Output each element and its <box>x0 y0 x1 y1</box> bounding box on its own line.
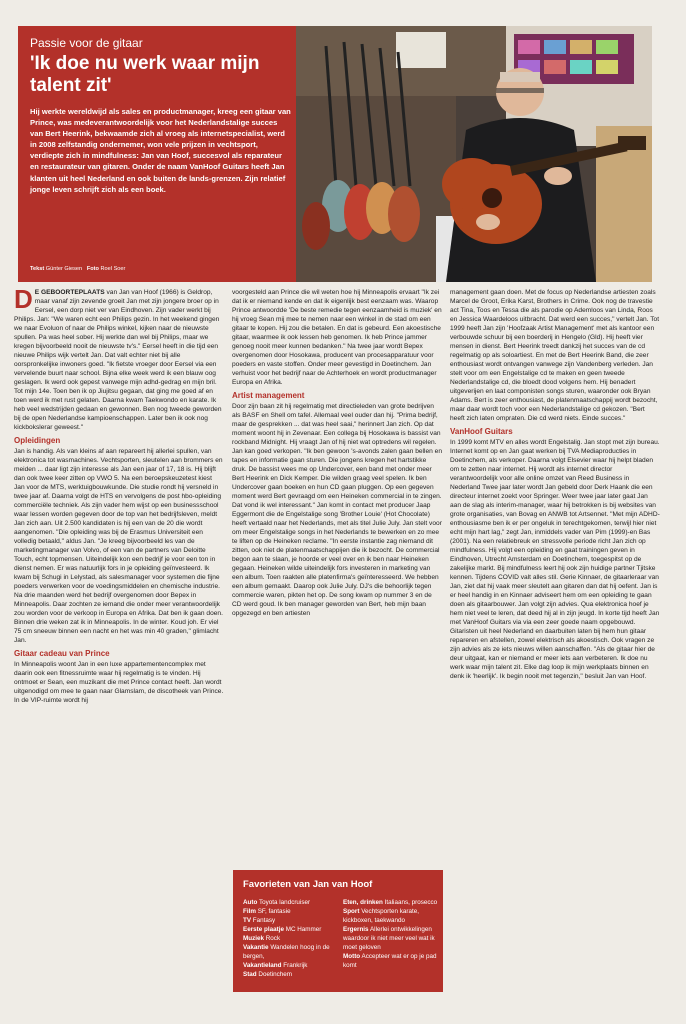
favorites-left-column <box>243 898 341 979</box>
favorite-value: Vechtsporten karate, kickboxen, taekwando <box>343 908 419 924</box>
guitar-workshop-illustration <box>296 26 652 282</box>
favorites-right-column <box>343 898 441 970</box>
credit-photo-name: Roel Soer <box>100 266 126 272</box>
favorite-value: SF, fantasie <box>257 908 291 915</box>
drop-cap: D <box>14 284 33 314</box>
intro-paragraph: Hij werkte wereldwijd als sales en productmanager, kreeg een gitaar van Prince, was medeverantwoordelijk voor het Nederlandstalige succes van Bert Heerink, bekwaamde zich al vroeg als internetspecialist, werd in 2008 zelfstandig ondernemer, won vele prijzen in vechtsport, verdiepte zich in mindfulness: Jan van Hoof, succesvol als reparateur en restaurateur van gitaren. Onder de naam VanHoof Guitars heeft Jan klanten uit heel Nederland en ook buiten de lands-grenzen. Zijn relatief jonge leven schrijft zich als een boek. <box>30 107 291 194</box>
favorite-label: Eten, drinken <box>343 899 383 906</box>
subheading-vanhoof-guitars: VanHoof Guitars <box>450 427 513 436</box>
favorite-label: Muziek <box>243 935 264 942</box>
hero-text-panel <box>18 26 296 282</box>
favorite-value: MC Hammer <box>285 926 322 933</box>
favorite-value: Doetinchem <box>258 971 293 978</box>
hero-banner <box>18 26 652 282</box>
favorite-item <box>343 907 441 925</box>
favorite-label: Vakantie <box>243 944 269 951</box>
favorite-label: TV <box>243 917 252 924</box>
favorite-value: Allerlei ontwikkelingen waardoor ik niet meer veel wat ik moet geloven <box>343 926 435 951</box>
favorite-item <box>243 925 341 934</box>
lead-in: E GEBOORTEPLAATS <box>34 289 105 296</box>
favorite-value: Italiaans, prosecco <box>384 899 438 906</box>
favorite-label: Motto <box>343 953 361 960</box>
article-column-3 <box>450 288 660 681</box>
paragraph-3: In Minneapolis woont Jan in een luxe appartementencomplex met daarin ook een fitnessruimte waar hij regelmatig is te vinden. Hij ontmoet er Sean, een muzikant die met Prince contact heeft. Jan wordt uitgenodigd om mee te gaan naar Glamslam, de discotheek van Prince. In de VIP-ruimte wordt hij <box>14 661 224 704</box>
subheading-artist-management: Artist management <box>232 391 305 400</box>
credit-text-label: Tekst <box>30 266 45 272</box>
article-column-1 <box>14 284 224 705</box>
favorite-value: Accepteer wat er op je pad komt <box>343 953 437 969</box>
subheading-gitaar-cadeau: Gitaar cadeau van Prince <box>14 649 110 658</box>
kicker: Passie voor de gitaar <box>30 36 143 50</box>
favorite-label: Auto <box>243 899 258 906</box>
hero-photo <box>296 26 652 282</box>
favorite-label: Sport <box>343 908 360 915</box>
favorite-value: Frankrijk <box>283 962 308 969</box>
favorite-item <box>243 970 341 979</box>
favorite-label: Stad <box>243 971 257 978</box>
paragraph-1: van Jan van Hoof (1966) is Geldrop, maar vanaf zijn zevende groeit Jan met zijn jongere broer op in Eersel, een dorp niet ver van Eindhoven. Zijn vader werkt bij Philips. Jan: "We waren echt een Philips gezin. In het weekend gingen we naar Evoluon of naar de Philips winkel, kijken naar de nieuwste spullen. Pa was heel sober. Hij werkte dan wel bij Philips, maar we kregen bijvoorbeeld nooit de nieuwste tv's." Eersel heeft in die tijd een nieuwe Philips wijk vertelt Jan. Dat valt echter niet bij alle oorspronkelijke inwoners goed. "Ik fietste vroeger door Eersel via een vervelende buurt naar school. Bijna elke week werd ik een blauw oog geslagen. Ik werd ook gepest vanwege mijn adhd-gedrag en mijn bril. Tot mijn 14e. Toen ben ik op Jiujitsu gegaan, dat ging me goed af en toen werd ik met rust gelaten. Daarna kwam Taekwondo en karate. Ik heb veel wedstrijden gedaan en gewonnen. Ben nog tweede geworden bij de open Nederlandse kampioenschappen. Later ben ik ook nog kickbokslerar geweest." <box>14 289 222 431</box>
paragraph-6: management gaan doen. Met de focus op Nederlandse artiesten zoals Marcel de Groot, Erika Karst, Brothers in Crime. Ook nog de travestie act Tina, Toos en Tessa die als parodie op Ademloos van Linda, Roos en Jessica Waardeloos uitbracht. Dat werd een succes," vertelt Jan. Tot 1999 heeft Jan zijn 'Hoofzaak Artist Management' met als kantoor een verbouwde schuur bij een boerderij in Hengelo (Gld). Hij heeft vier mensen in dienst. Bert Heerink treedt dankzij het succes van de cd regelmatig op als soloartiest. En met de Bert Heerink Band, die zeer enthousiast wordt ontvangen vanwege zijn Vandenberg verleden. Jan stelt voor om een Engelstalige cd te maken en geen tweede Nederlandstalige cd, die bloedt dood volgens hem. Hij benadert uitgeverijen en laat componisten songs sturen, waaronder ook Bryan Adams. Bert is zeer enthousiast, de platenmaatschappij wordt bezocht, maar daar wordt toch voor een Nederlandstalige cd gekozen. "Bert heeft zich laten ompraten. Die cd werd niets. Einde succes." <box>450 289 660 422</box>
favorite-label: Film <box>243 908 256 915</box>
favorite-item <box>243 961 341 970</box>
credit-text-name: Günter Giesen <box>45 266 83 272</box>
favorite-value: Wandelen hoog in de bergen, <box>243 944 330 960</box>
paragraph-2: Jan is handig. Als van kleins af aan repareert hij allerlei spullen, van elektronica tot wasmachines. Vechtsporten, sleutelen aan brommers en meiden ... daar ligt zijn interesse als Jan een jaar of 17, 18 is. Hij blijft dan ook twee keer zitten op VWO 5. Na een beroepskeuzetest kiest Jan voor de MTS, werktuigbouwkunde. Die studie rondt hij versneld in twee jaar af. Daarna volgt de HTS en vervolgens de post hbo-opleiding commerciële techniek. Als zijn vader hem wijst op een businessschool waar lessen worden gegeven door de top van het bedrijfsleven, meldt Jan zich aan. Uit 2.500 kandidaten is hij een van de 20 die wordt aangenomen. "Die opleiding was bij de Erasmus Universiteit een volledig betaald," aldus Jan. "Je kreeg bijvoorbeeld les van de marketingmanager van Volvo, of een van de partners van Deloitte Touch, echt topmensen. Uiteindelijk kon een bedrijf je voor een ton in dienst nemen. Er was natuurlijk fors in je opleiding geïnvesteerd. Ik kwam bij Schugi in Lelystad, als salesmanager voor systemen die fijne poeders verwerken voor de voedingsmiddelen en chemische industrie. Na drie maanden werd het bedrijf overgenomen door Bepex in Minneapolis. Daar zochten ze iemand die onder meer verantwoordelijk zou worden voor de verkoop in Europa en Afrika. Dat ben ik gaan doen. Binnen drie weken zat ik in Minneapolis. In de winter. Koud joh. Er viel 75 cm sneeuw binnen een nacht en het was min 40 graden," glimlacht Jan. <box>14 448 223 644</box>
favorite-item <box>243 943 341 961</box>
subheading-opleidingen: Opleidingen <box>14 436 61 445</box>
favorite-item <box>243 916 341 925</box>
credits <box>30 266 125 272</box>
paragraph-7: In 1999 komt MTV en alles wordt Engelstalig. Jan stopt met zijn bureau. Internet komt op en Jan gaat werken bij TVA Mediaproducties in Doetinchem, als verkoper. Daarna volgt Elsevier waar hij helpt bladen om te zetten naar internet. Hij wordt als internet director verantwoordelijk voor alle online omzet van Reed Business in Nederland Twee jaar later wordt Jan gebeld door Derk Haank die een directeur internet zoekt voor Springer. Weer twee jaar later gaat Jan aan de slag als interim-manager, waar hij betrokken is bij websites van grote organisaties, van Bovag en ANWB tot Artsennet. "Met mijn ADHD-enthousiasme ben ik er per ongeluk in terechtgekomen, terwijl hier niet echt mijn hart lag," zegt Jan, inmiddels vader van Pim (1999)-en Bas (2001). Na een relatiebreuk en stressvolle periode richt Jan zich op mindfulness. Hij volgt een opleiding en gaat trainingen geven in Eindhoven, Utrecht Amsterdam en Doetinchem, toegespitst op de zakelijke markt. Bij mindfulness leert hij ook zijn huidige partner Tjitske kennen. Tijdens COVID valt alles stil. Gerie Kinnaer, de gitaarleraar van Jan, ziet dat hij vaak meer sleutelt aan gitaren dan dat hij oefent. Jan is er heel handig in en Kinnaer adviseert hem om een opleiding te gaan doen als gitaarbouwer. Jan volgt zijn advies. Qua elektronica hoef je hem niet veel te leren, dat deed hij al in zijn jeugd. In korte tijd heeft Jan met VanHoof Guitars via via een zeer goede naam opgebouwd. Gitaristen uit heel Nederland en daarbuiten laten bij hem hun gitaar repareren en afstellen, zowel elektrisch als akoestisch. Ook vragen ze zijn advies als ze iets nieuws willen aanschaffen. "Als de gitaar hier de deur uitgaat, kan er niemand er meer iets aan verbeteren. Ik doe nu werk waar mijn talent zit. Elke dag loop ik mijn werkplaats binnen en denk ik 'heerlijk'. Ik begin nooit met tegenzin," besluit Jan van Hoof. <box>450 439 660 680</box>
favorite-value: Toyota landcruiser <box>258 899 311 906</box>
favorite-item <box>243 934 341 943</box>
favorite-item <box>343 898 441 907</box>
favorite-item <box>343 925 441 952</box>
favorite-label: Vakantieland <box>243 962 282 969</box>
favorites-box <box>233 870 443 992</box>
favorite-label: Eerste plaatje <box>243 926 284 933</box>
favorites-title: Favorieten van Jan van Hoof <box>243 879 373 890</box>
favorite-item <box>343 952 441 970</box>
favorite-value: Rock <box>265 935 281 942</box>
favorite-item <box>243 907 341 916</box>
paragraph-5: Door zijn baan zit hij regelmatig met directieleden van grote bedrijven als BASF en Shell om tafel. Allemaal veel ouder dan hij. "Prima bedrijf, maar de gesprekken ... dat was heel saai," herinnert Jan zich. Op dat moment woont hij in Zevenaar. Een collega bij Hosokawa is bassist van rockband Midnight. Hij vraagt Jan of hij niet wat optredens wil regelen. Jan kan goed verkopen. "Ik ben gewoon 's-avonds zalen gaan bellen en tapes en informatie gaan sturen. Die jongens kregen het hartstikke druk. De bassist wees me op Undercover, een band met onder meer Bert Heerink en Dick Kemper. Die wilden graag veel spelen. Ik ben Undercover gaan boeken en hun CD gaan pluggen. Op een gegeven moment werd Bert gevraagd om een Heineken commercial in te zingen. Dat vond ik wel interessant." Jan komt in contact met producer Jaap Eggermont die de Engelstalige song 'Brother Louie' (Hot Chocolate) heeft vertaald naar het Nederlands, met als titel Julie July. Jan stelt voor om meer Engelstalige songs in het Nederlands te bewerken en zo mee te liften op de Heineken reclame. "In eerste instantie zag niemand dit zitten, ook niet de platenmaatschappijen die ik bezocht. De commercial begon aan te slaan, je hoorde er veel over en ik ben naar Heineken gegaan. Heineken wilde uiteindelijk fors investeren in marketing van een album. Toen raakten alle platenfirma's geïnteresseerd. We hebben een album gemaakt. Daarop ook Julie July. DJ's die behoorlijk tegen commercie waren, pikten het op. De song kwam op nummer 3 en de CD werd goud. Ik ben manager geworden van Bert, heb mijn baan opgezegd en ben artiesten <box>232 403 442 617</box>
article-column-2 <box>232 288 442 618</box>
headline: 'Ik doe nu werk waar mijn talent zit' <box>30 53 260 96</box>
credit-photo-label: Foto <box>86 266 99 272</box>
paragraph-intro <box>14 284 224 432</box>
favorite-label: Ergernis <box>343 926 369 933</box>
favorite-item <box>243 898 341 907</box>
favorite-value: Fantasy <box>252 917 276 924</box>
paragraph-4: voorgesteld aan Prince die wil weten hoe hij Minneapolis ervaart "Ik zei dat ik er niemand kende en dat ik eigenlijk best eenzaam was. Waarop Prince antwoordde 'De beste remedie tegen eenzaamheid is muziek' en hij vroeg Sean mij mee te nemen naar een winkel in de stad om een gitaar te kopen. Hij zou die betalen. En dat is gebeurd. Een akoestische gitaar, waarmee ik ook lessen heb genomen. Ik heb Prince jammer genoeg nooit meer kunnen bedanken." Na twee jaar wordt Bepex overgenomen door Hosokawa, producent van procesapparatuur voor poeders en vaste stoffen. Onder meer gevestigd in Doetinchem. Jan verhuist voor het bedrijf naar de Achterhoek en wordt productmanager Europa en Afrika. <box>232 289 442 386</box>
